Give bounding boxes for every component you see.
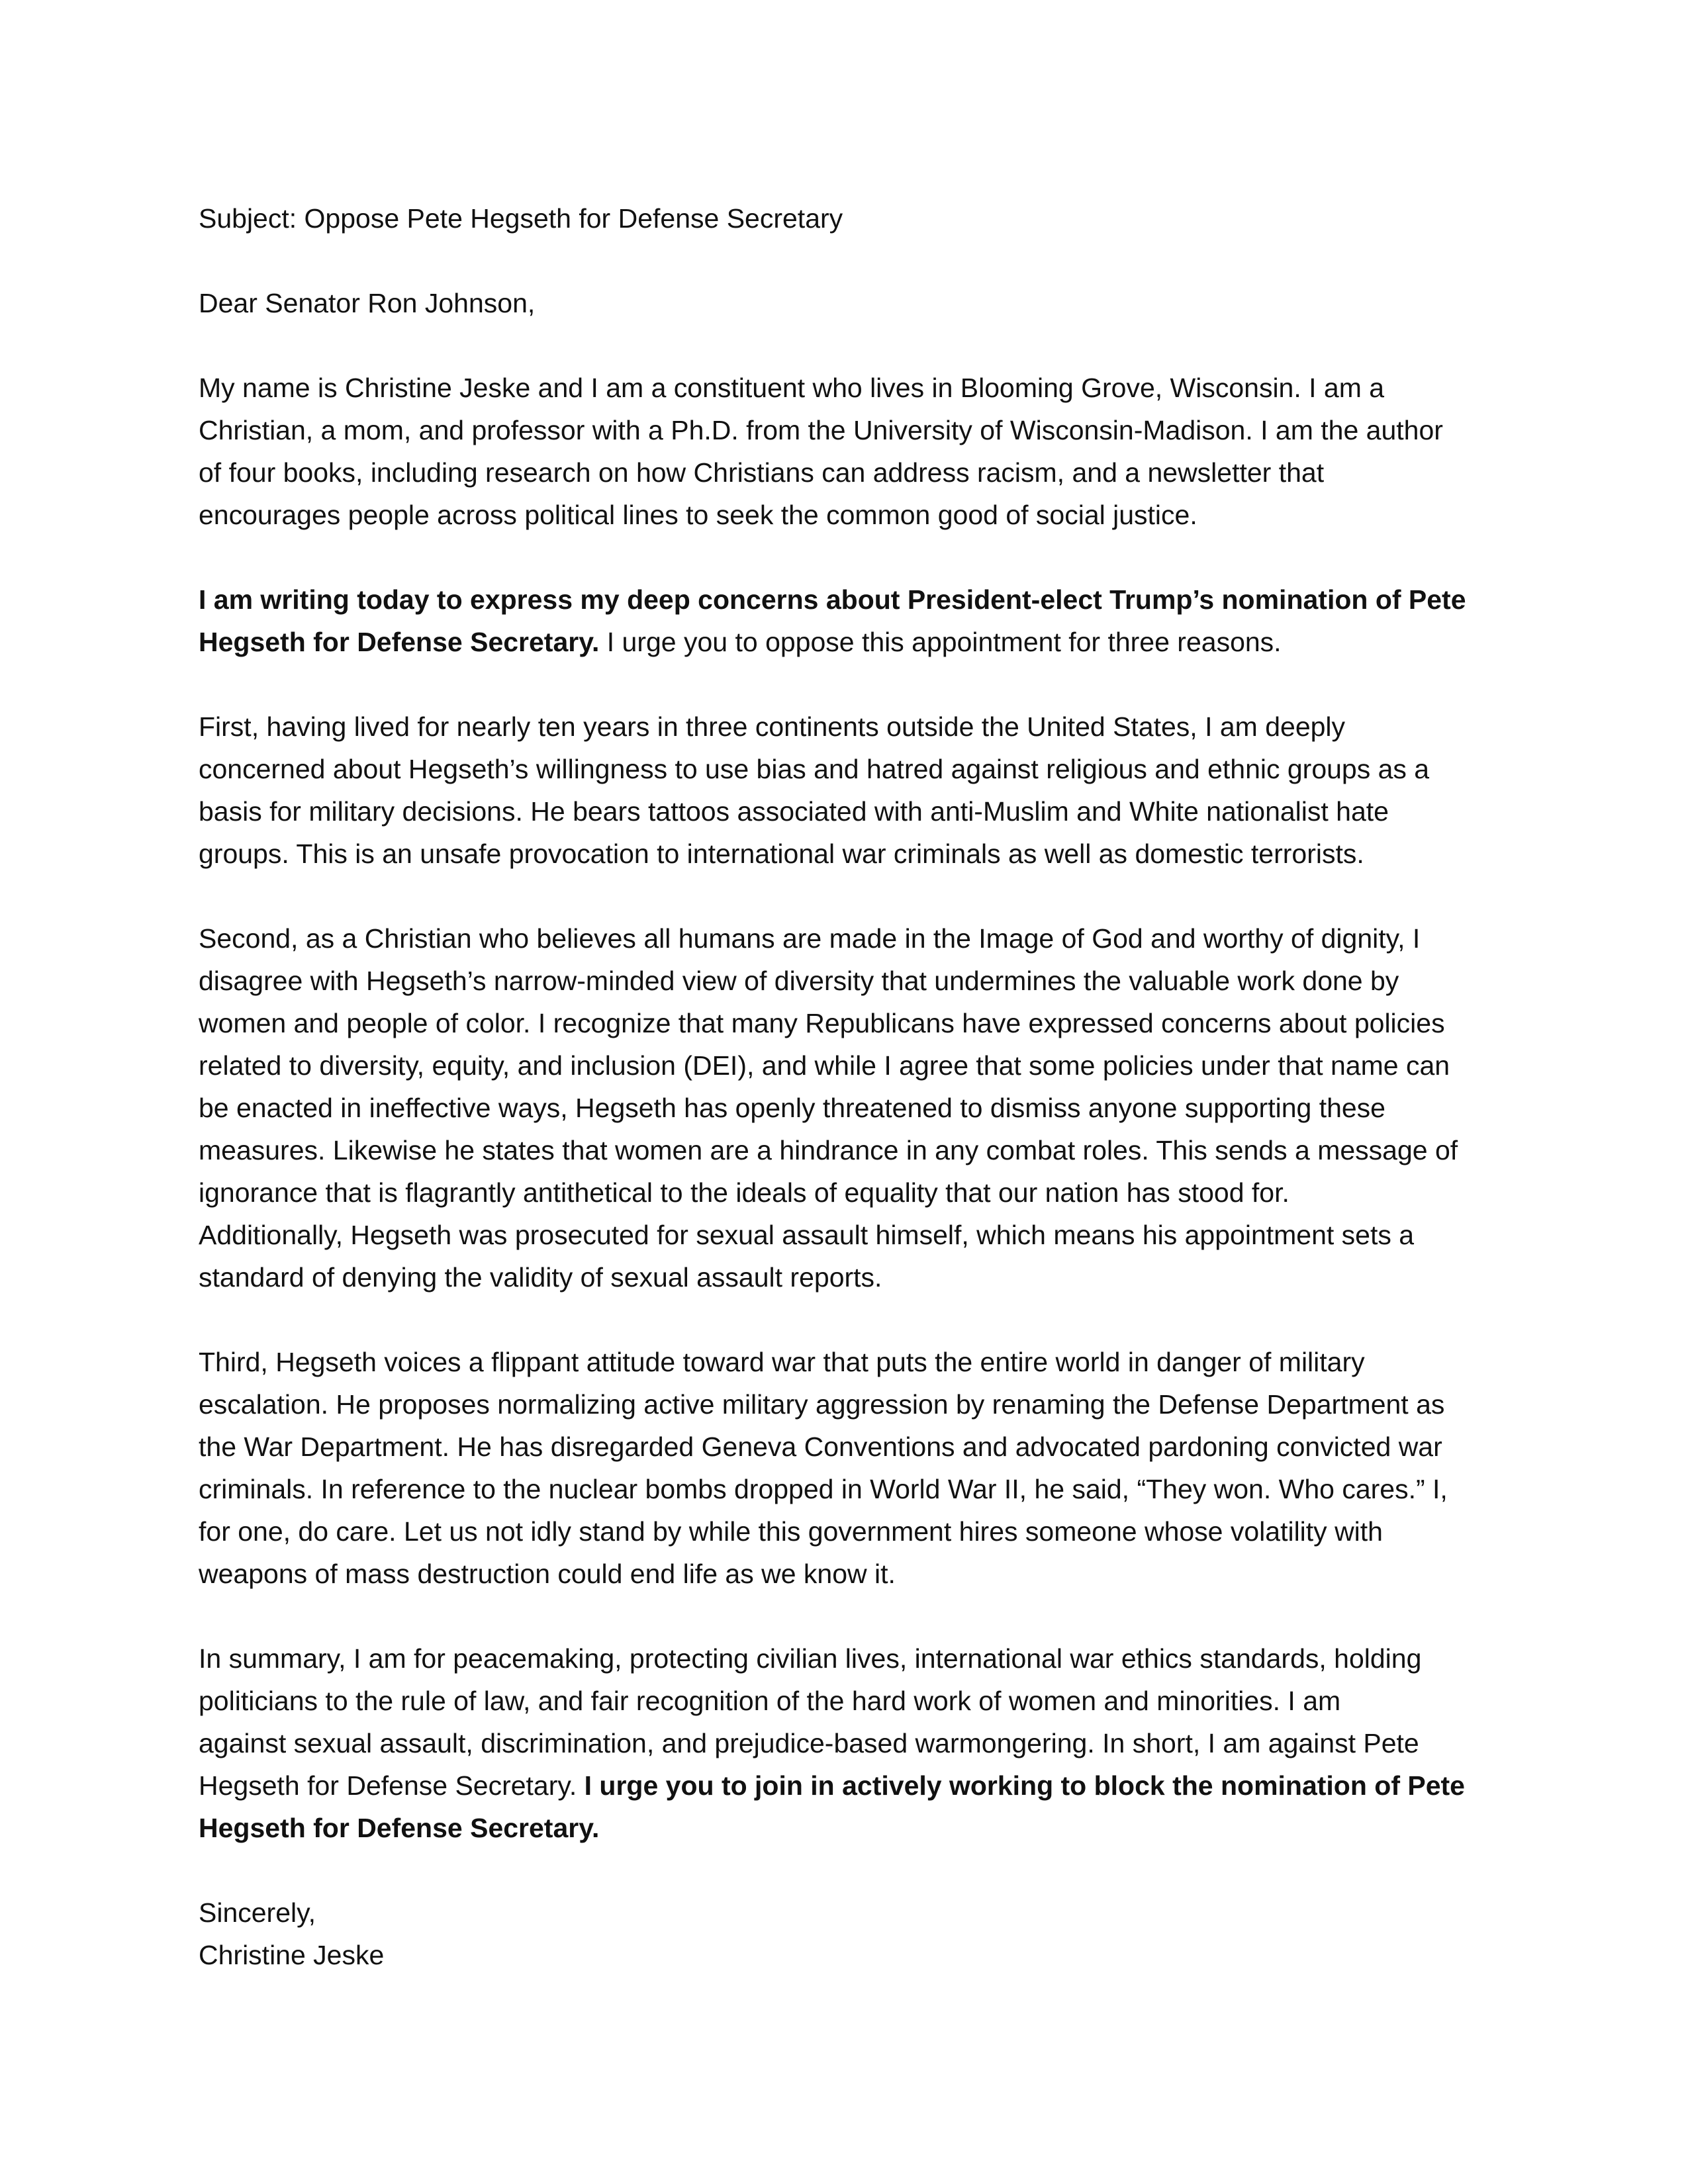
paragraph-line: related to diversity, equity, and inclusion (DEI), and while I agree that some policies under that name can (199, 1050, 1450, 1081)
paragraph-line: standard of denying the validity of sexual assault reports. (199, 1262, 882, 1293)
paragraph-line: concerned about Hegseth’s willingness to use bias and hatred against religious and ethnic groups as a (199, 754, 1430, 784)
paragraph-line: groups. This is an unsafe provocation to international war criminals as well as domestic terrorists. (199, 839, 1364, 869)
signature-name: Christine Jeske (199, 1940, 385, 1970)
third-reason-paragraph (199, 1341, 1496, 1595)
paragraph-line: In summary, I am for peacemaking, protecting civilian lives, international war ethics standards, holding (199, 1643, 1422, 1674)
paragraph-line: against sexual assault, discrimination, and prejudice-based warmongering. In short, I am against Pete (199, 1728, 1419, 1758)
paragraph-line: Third, Hegseth voices a flippant attitude toward war that puts the entire world in danger of military (199, 1347, 1365, 1377)
spacer (199, 324, 1496, 367)
paragraph-line: be enacted in ineffective ways, Hegseth has openly threatened to dismiss anyone supporting these (199, 1093, 1385, 1123)
paragraph-line: politicians to the rule of law, and fair recognition of the hard work of women and minorities. I am (199, 1686, 1341, 1716)
paragraph-line: basis for military decisions. He bears tattoos associated with anti-Muslim and White nationalist hate (199, 796, 1389, 827)
paragraph-line: ignorance that is flagrantly antithetical to the ideals of equality that our nation has stood for. (199, 1177, 1289, 1208)
paragraph-line: weapons of mass destruction could end life as we know it. (199, 1559, 896, 1589)
letter-body (199, 197, 1496, 1976)
closing: Sincerely, (199, 1897, 316, 1928)
spacer (199, 536, 1496, 578)
spacer (199, 1595, 1496, 1637)
spacer (199, 1849, 1496, 1891)
paragraph-line: measures. Likewise he states that women are a hindrance in any combat roles. This sends a message of (199, 1135, 1458, 1165)
purpose-bold-line: I am writing today to express my deep concerns about President-elect Trump’s nomination of Pete (199, 584, 1466, 615)
paragraph-line: for one, do care. Let us not idly stand by while this government hires someone whose volatility with (199, 1516, 1383, 1547)
paragraph-line: criminals. In reference to the nuclear bombs dropped in World War II, he said, “They won. Who cares.” I, (199, 1474, 1448, 1504)
paragraph-line: escalation. He proposes normalizing active military aggression by renaming the Defense Department as (199, 1389, 1445, 1420)
purpose-plain-text: I urge you to oppose this appointment for three reasons. (599, 627, 1282, 657)
paragraph-line: of four books, including research on how Christians can address racism, and a newsletter that (199, 457, 1325, 488)
paragraph-line (199, 1764, 1496, 1807)
second-reason-paragraph (199, 917, 1496, 1298)
paragraph-line (199, 621, 1496, 663)
intro-paragraph (199, 367, 1496, 536)
paragraph-line: Christian, a mom, and professor with a Ph.D. from the University of Wisconsin-Madison. I am the author (199, 415, 1443, 445)
purpose-paragraph (199, 578, 1496, 663)
purpose-bold-text: Hegseth for Defense Secretary. (199, 627, 600, 657)
summary-paragraph (199, 1637, 1496, 1849)
summary-bold-line: Hegseth for Defense Secretary. (199, 1813, 600, 1843)
spacer (199, 240, 1496, 282)
paragraph-line: Additionally, Hegseth was prosecuted for sexual assault himself, which means his appointment sets a (199, 1220, 1415, 1250)
subject-line: Subject: Oppose Pete Hegseth for Defense Secretary (199, 203, 843, 234)
summary-plain-text: Hegseth for Defense Secretary. (199, 1770, 585, 1801)
spacer (199, 663, 1496, 705)
salutation: Dear Senator Ron Johnson, (199, 288, 536, 318)
paragraph-line: disagree with Hegseth’s narrow-minded view of diversity that undermines the valuable work done by (199, 966, 1399, 996)
paragraph-line: My name is Christine Jeske and I am a constituent who lives in Blooming Grove, Wisconsin. I am a (199, 373, 1385, 403)
paragraph-line: the War Department. He has disregarded Geneva Conventions and advocated pardoning convicted war (199, 1432, 1442, 1462)
first-reason-paragraph (199, 705, 1496, 875)
paragraph-line: Second, as a Christian who believes all humans are made in the Image of God and worthy of dignity, I (199, 923, 1421, 954)
spacer (199, 875, 1496, 917)
paragraph-line: encourages people across political lines to seek the common good of social justice. (199, 500, 1197, 530)
paragraph-line: First, having lived for nearly ten years in three continents outside the United States, I am deeply (199, 711, 1346, 742)
spacer (199, 1298, 1496, 1341)
paragraph-line: women and people of color. I recognize that many Republicans have expressed concerns about policies (199, 1008, 1445, 1038)
summary-bold-text: I urge you to join in actively working to block the nomination of Pete (584, 1770, 1465, 1801)
